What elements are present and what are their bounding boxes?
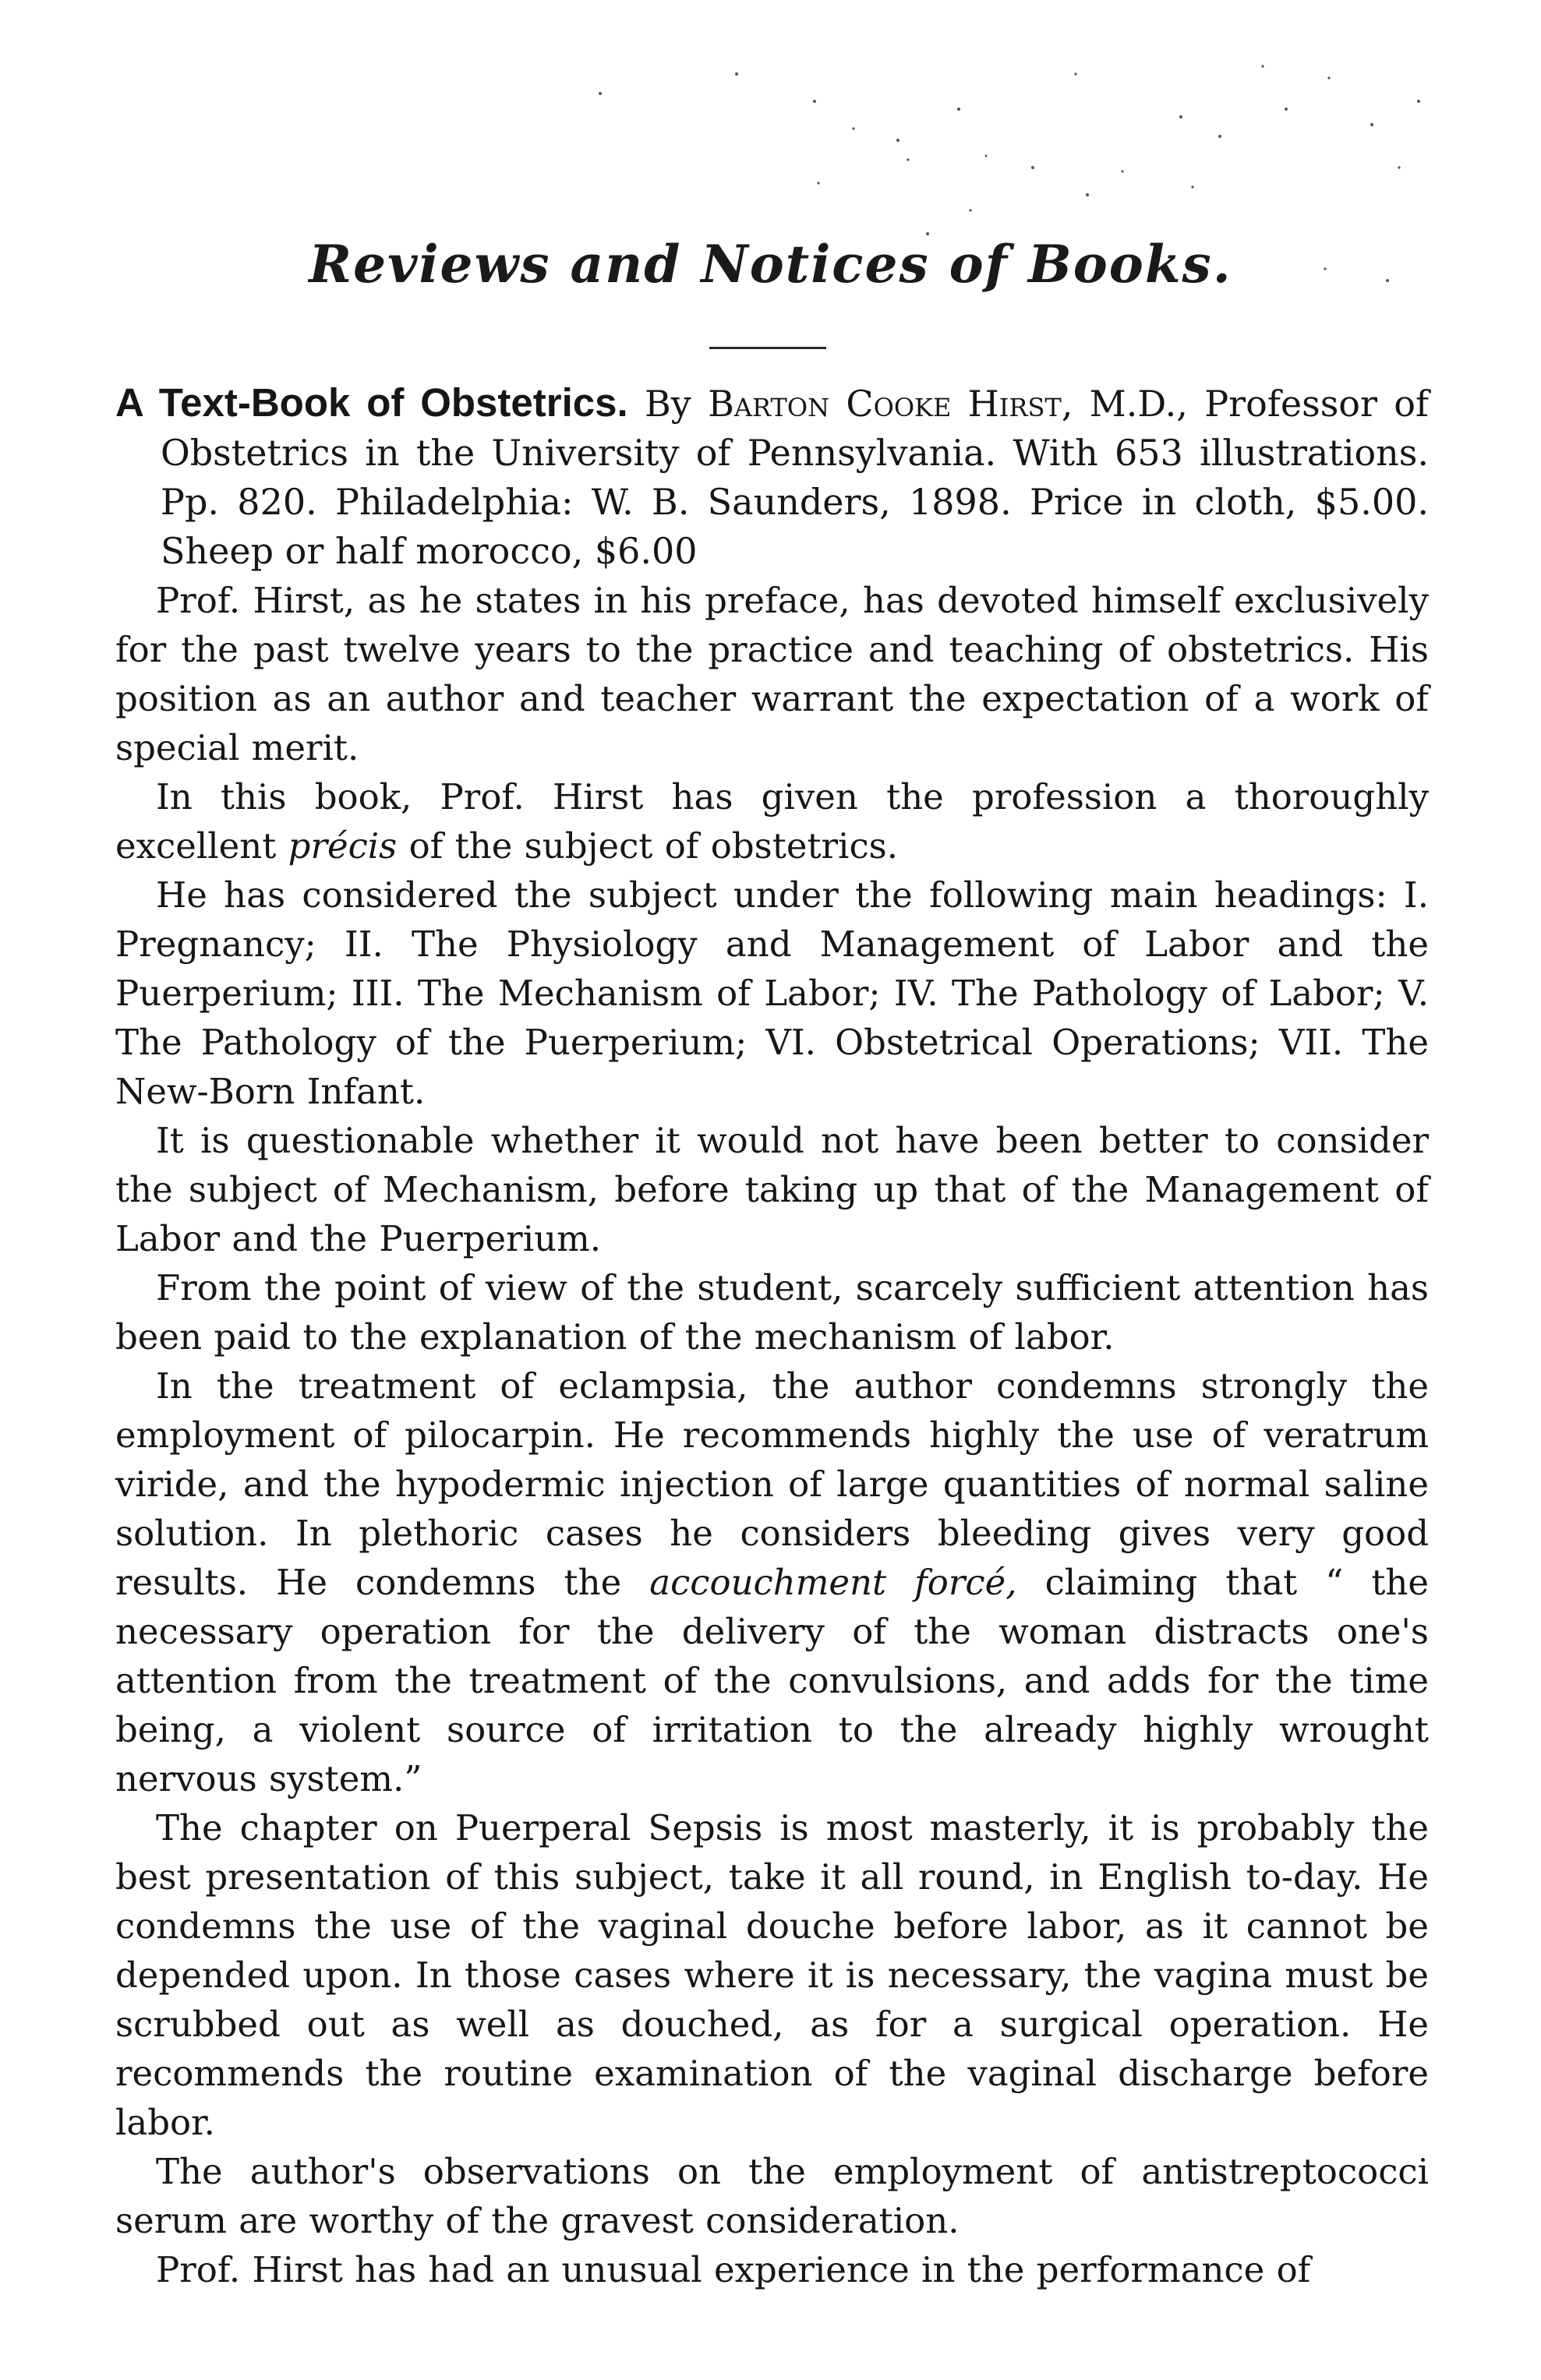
italic-term: précis [288, 825, 398, 867]
review-paragraph: The chapter on Puerperal Sepsis is most masterly, it is probably the best presentation of this subject, take it all round, in English to-day. He condemns the use of the vaginal douche before labor, as it cannot be depended upon. In those cases where it is necessary, the vagina must be scrubbed out as well as douched, as for a surgical operation. He recommends the routine examination of the vaginal discharge before labor. [115, 1807, 1429, 2143]
book-title: A Text-Book of Obstetrics. [115, 380, 628, 425]
review-body [115, 378, 1429, 2294]
review-paragraph: It is questionable whether it would not have been better to consider the subject of Mechanism, before taking up that of the Management of Labor and the Puerperium. [115, 1120, 1429, 1259]
italic-term: accouchment forcé, [649, 1562, 1017, 1603]
book-details: Professor of Obstetrics in the University of Pennsylvania. With 653 illustrations. Pp. 820. Philadelphia: W. B. Saunders, 1898. Price in cloth, $5.00. Sheep or half morocco, $6.00 [161, 383, 1430, 572]
review-paragraph: The author's observations on the employment of antistreptococci serum are worthy of the gravest consideration. [115, 2151, 1429, 2241]
review-paragraph: In this book, Prof. Hirst has given the profession a thoroughly excellent précis of the subject of obstetrics. [115, 776, 1429, 867]
review-paragraph: Prof. Hirst, as he states in his preface, has devoted himself exclusively for the past twelve years to the practice and teaching of obstetrics. His position as an author and teacher warrant the expectation of a work of special merit. [115, 580, 1429, 768]
review-paragraph: From the point of view of the student, scarcely sufficient attention has been paid to the explanation of the mechanism of labor. [115, 1267, 1429, 1358]
page-title: Reviews and Notices of Books. [309, 234, 1232, 295]
by-label: By [644, 383, 691, 425]
review-paragraph: Prof. Hirst has had an unusual experience in the performance of [156, 2249, 1311, 2290]
title-rule [709, 347, 826, 349]
review-paragraph: He has considered the subject under the following main headings: I. Pregnancy; II. The Physiology and Management of Labor and the Puerperium; III. The Mechanism of Labor; IV. The Pathology of Labor; V. The Pathology of the Puerperium; VI. Obstetrical Operations; VII. The New-Born Infant. [115, 874, 1429, 1112]
book-entry-heading [115, 378, 1429, 576]
review-paragraph: In the treatment of eclampsia, the author condemns strongly the employment of pilocarpin. He recommends highly the use of veratrum viride, and the hypodermic injection of large quantities of normal saline solution. In plethoric cases he considers bleeding gives very good results. He condemns the accouchment forcé, claiming that “ the necessary operation for the delivery of the woman distracts one's attention from the treatment of the convulsions, and adds for the time being, a violent source of irritation to the already highly wrought nervous system.” [115, 1365, 1430, 1799]
book-author: Barton Cooke Hirst, M.D., [708, 383, 1188, 425]
